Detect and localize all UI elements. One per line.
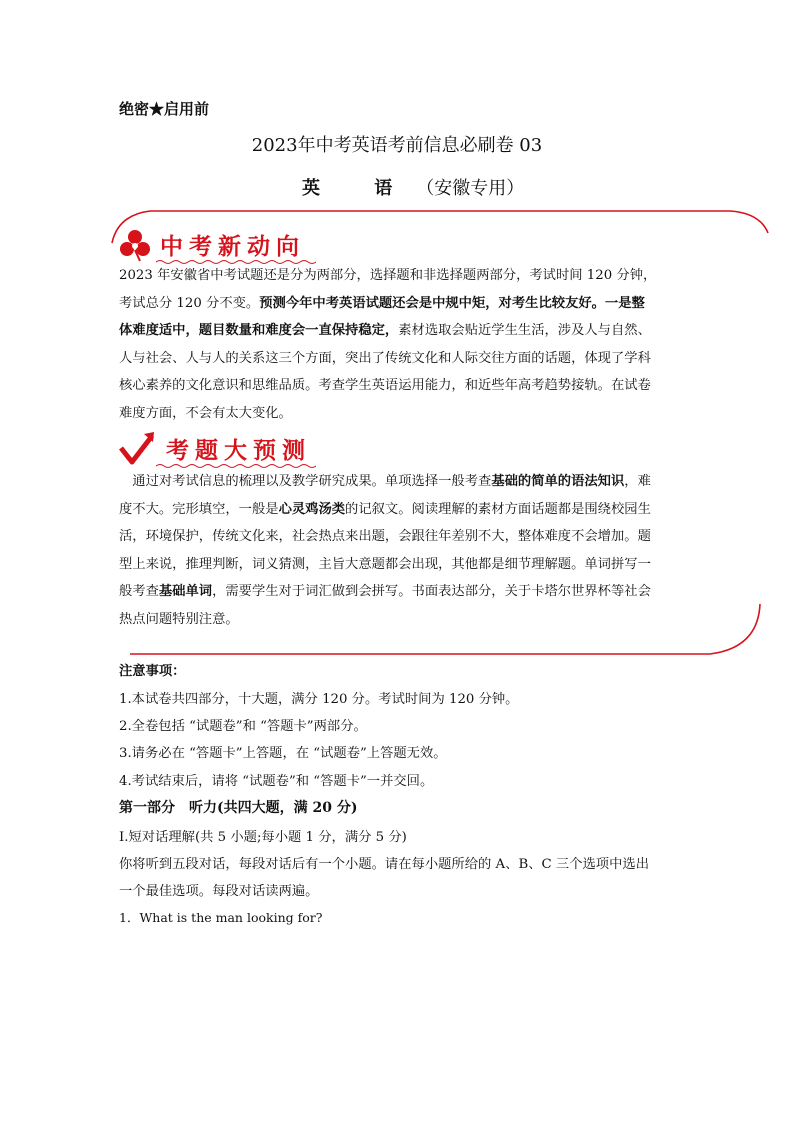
paragraph-line bbox=[119, 496, 689, 524]
body-text: 核心素养的文化意识和思维品质。考查学生英语运用能力，和近些年高考趋势接轨。在试卷 bbox=[119, 378, 651, 393]
body-text: 热点问题特别注意。 bbox=[119, 611, 239, 627]
notes-title: 注意事项： bbox=[119, 664, 186, 679]
part1-subsection: Ⅰ.短对话理解(共 5 小题;每小题 1 分，满分 5 分) bbox=[119, 830, 407, 845]
trend-heading-text: 中考新动向 bbox=[160, 234, 305, 260]
part1-title: 第一部分 听力(共四大题，满 20 分) bbox=[119, 800, 358, 816]
notes-item: 3.请务必在 “答题卡”上答题，在 “试题卷”上答题无效。 bbox=[119, 746, 447, 761]
trend-heading bbox=[118, 226, 318, 266]
predict-heading bbox=[118, 428, 318, 468]
subject-note: （安徽专用） bbox=[416, 178, 525, 199]
part1-instruction: 你将听到五段对话，每段对话后有一个小题。请在每小题所给的 A、B、C 三个选项中选出 bbox=[119, 857, 649, 872]
paragraph-line bbox=[119, 317, 689, 345]
red-flower-icon bbox=[118, 228, 152, 262]
emphasis-text: 预测今年中考英语试题还会是中规中矩，对考生比较友好。一是整 bbox=[259, 295, 645, 311]
emphasis-text: 心灵鸡汤类 bbox=[278, 501, 346, 517]
red-checkmark-arrow-icon bbox=[118, 428, 158, 468]
paragraph-line bbox=[119, 523, 689, 551]
paragraph-line bbox=[119, 551, 689, 579]
notes-item: 1.本试卷共四部分，十大题，满分 120 分。考试时间为 120 分钟。 bbox=[119, 692, 519, 707]
question-1: 1．What is the man looking for? bbox=[119, 910, 323, 925]
body-text: ，难 bbox=[624, 474, 651, 489]
paragraph-line bbox=[119, 468, 689, 496]
body-text: 的记叙文。阅读理解的素材方面话题都是围绕校园生 bbox=[345, 501, 651, 517]
body-text: ，需要学生对于词汇做到会拼写。书面表达部分，关于卡塔尔世界杯等社会 bbox=[212, 584, 651, 599]
body-text: 度不大。完形填空，一般是 bbox=[119, 501, 279, 517]
body-text: 通过对考试信息的梳理以及教学研究成果。单项选择一般考查 bbox=[119, 474, 492, 489]
paragraph-line bbox=[119, 262, 689, 290]
body-text: 般考查 bbox=[119, 584, 159, 599]
body-text: 人与社会、人与人的关系这三个方面，突出了传统文化和人际交往方面的话题，体现了学科 bbox=[119, 350, 651, 366]
predict-paragraph bbox=[119, 468, 689, 633]
paragraph-line bbox=[119, 345, 689, 373]
body-text: 2023 年安徽省中考试题还是分为两部分，选择题和非选择题两部分，考试时间 120 分钟， bbox=[119, 268, 657, 283]
exam-title: 2023年中考英语考前信息必刷卷 03 bbox=[251, 135, 543, 156]
emphasis-text: 基础单词 bbox=[158, 584, 213, 599]
part1-instruction: 一个最佳选项。每段对话读两遍。 bbox=[119, 884, 319, 899]
secret-label: 绝密★启用前 bbox=[119, 100, 210, 118]
trend-paragraph bbox=[119, 262, 689, 427]
paragraph-line bbox=[119, 606, 689, 634]
notes-item: 2.全卷包括 “试题卷”和 “答题卡”两部分。 bbox=[119, 719, 367, 734]
paragraph-line bbox=[119, 372, 689, 400]
body-text: 型上来说，推理判断，词义猜测，主旨大意题都会出现，其他都是细节理解题。单词拼写一 bbox=[119, 556, 651, 572]
body-text: 考试总分 120 分不变。 bbox=[119, 295, 260, 311]
body-text: 素材选取会贴近学生生活，涉及人与自然、 bbox=[398, 323, 651, 338]
notes-item: 4.考试结束后，请将 “试题卷”和 “答题卡”一并交回。 bbox=[119, 774, 434, 789]
exam-subject bbox=[302, 174, 524, 200]
predict-heading-text: 考题大预测 bbox=[166, 438, 311, 464]
paragraph-line bbox=[119, 400, 689, 428]
body-text: 难度方面，不会有太大变化。 bbox=[119, 405, 292, 421]
paragraph-line bbox=[119, 578, 689, 606]
emphasis-text: 基础的简单的语法知识 bbox=[491, 474, 625, 489]
body-text: 活，环境保护，传统文化来，社会热点来出题，会跟往年差别不大，整体难度不会增加。题 bbox=[119, 529, 651, 544]
paragraph-line bbox=[119, 290, 689, 318]
subject-name: 英 语 bbox=[302, 178, 417, 199]
emphasis-text: 体难度适中，题目数量和难度会一直保持稳定， bbox=[119, 323, 399, 338]
